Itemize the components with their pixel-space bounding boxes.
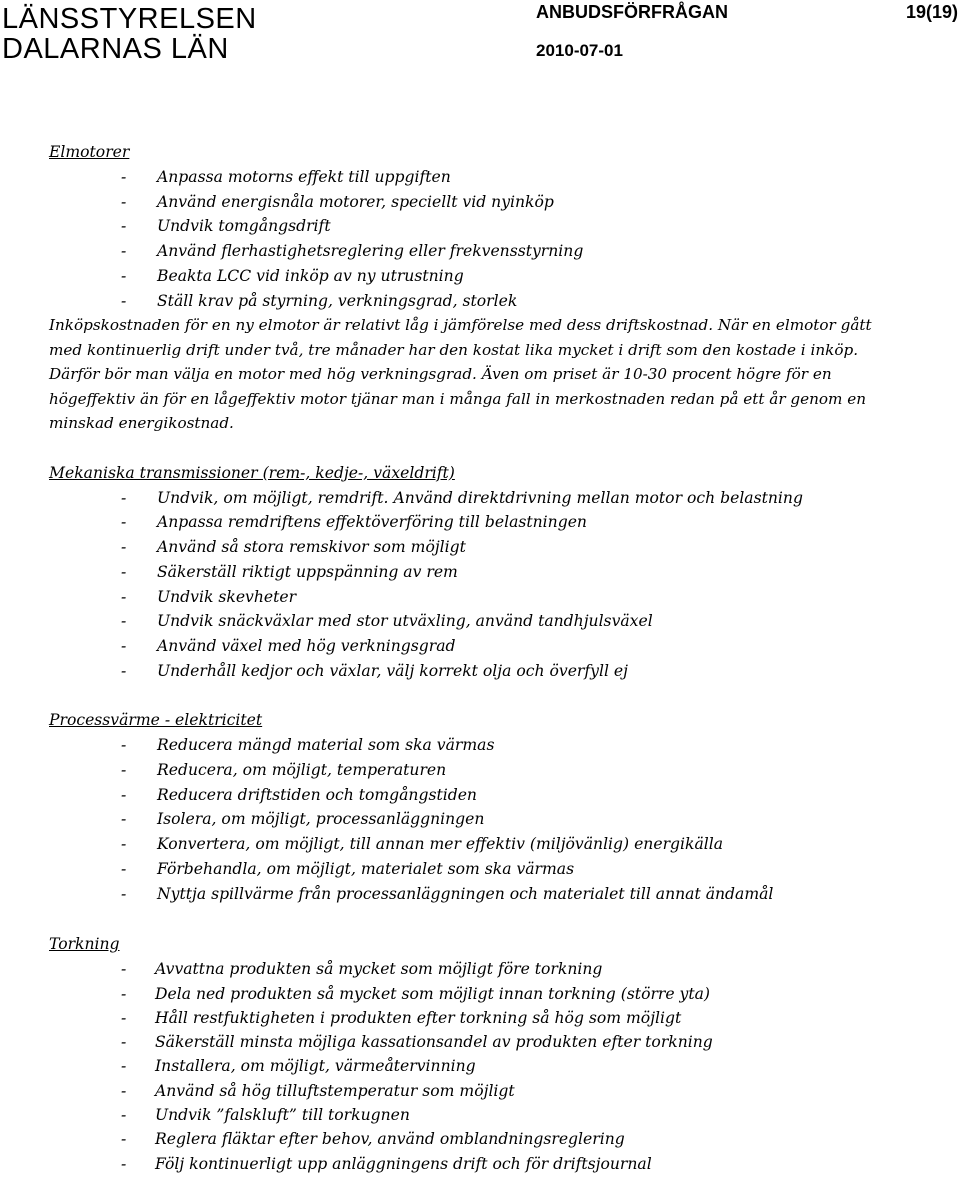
list-item-text: Konvertera, om möjligt, till annan mer effektiv (miljövänlig) energikälla xyxy=(157,835,724,854)
document-type: ANBUDSFÖRFRÅGAN xyxy=(536,2,728,22)
section-torkning xyxy=(49,932,954,1176)
list-item-text: Undvik tomgångsdrift xyxy=(157,217,331,236)
page-number: 19(19) xyxy=(905,2,958,22)
bullet-dash: - xyxy=(121,810,127,829)
list-item xyxy=(49,165,954,190)
section-mekaniska-transmissioner xyxy=(49,461,954,684)
section-spacer xyxy=(49,436,954,461)
paragraph-line: med kontinuerlig drift under två, tre månader har den kostat lika mycket i drift som den kostade i inköp. xyxy=(49,340,859,359)
logo-line-1: LÄNSSTYRELSEN xyxy=(2,3,257,35)
list-item-text: Nyttja spillvärme från processanläggningen och materialet till annat ändamål xyxy=(157,884,774,903)
section-heading: Mekaniska transmissioner (rem-, kedje-, växeldrift) xyxy=(49,463,455,482)
bullet-dash: - xyxy=(121,960,127,979)
list-item xyxy=(49,289,954,314)
bullet-dash: - xyxy=(121,636,127,655)
bullet-dash: - xyxy=(121,587,127,606)
list-item xyxy=(49,957,954,981)
list-item xyxy=(49,560,954,585)
list-item-text: Använd energisnåla motorer, speciellt vid nyinköp xyxy=(157,192,554,211)
list-item xyxy=(49,807,954,832)
list-item-text: Undvik skevheter xyxy=(157,587,297,606)
bullet-dash: - xyxy=(121,612,127,631)
section-heading: Elmotorer xyxy=(49,143,130,161)
list-item-text: Reducera, om möjligt, temperaturen xyxy=(157,761,447,780)
bullet-dash: - xyxy=(121,1008,127,1027)
list-item-text: Installera, om möjligt, värmeåtervinning xyxy=(155,1057,476,1076)
paragraph-line: minskad energikostnad. xyxy=(49,414,234,433)
bullet-dash: - xyxy=(121,266,127,285)
bullet-dash: - xyxy=(121,1130,127,1149)
paragraph-line: Därför bör man välja en motor med hög verkningsgrad. Även om priset är 10-30 procent högre för en xyxy=(49,365,832,384)
list-item-text: Reglera fläktar efter behov, använd omblandningsreglering xyxy=(155,1130,625,1149)
list-item xyxy=(49,783,954,808)
section-spacer xyxy=(49,906,954,932)
list-item-text: Beakta LCC vid inköp av ny utrustning xyxy=(157,266,464,285)
bullet-dash: - xyxy=(121,242,127,261)
bullet-dash: - xyxy=(121,761,127,780)
list-item xyxy=(49,659,954,684)
document-body xyxy=(49,140,954,1176)
list-item-text: Avvattna produkten så mycket som möjligt före torkning xyxy=(155,960,603,979)
list-item xyxy=(49,857,954,882)
bullet-dash: - xyxy=(121,1154,127,1173)
section-spacer xyxy=(49,683,954,708)
list-item-text: Använd så hög tilluftstemperatur som möjligt xyxy=(155,1081,515,1100)
section-elmotorer xyxy=(49,140,954,436)
section-processvarme xyxy=(49,708,954,906)
list-item xyxy=(49,510,954,535)
bullet-dash: - xyxy=(121,168,127,186)
list-item xyxy=(49,190,954,215)
list-item-text: Undvik ”falskluft” till torkugnen xyxy=(155,1106,410,1125)
list-item xyxy=(49,634,954,659)
list-item-text: Reducera driftstiden och tomgångstiden xyxy=(157,785,477,804)
list-item xyxy=(49,1079,954,1103)
bullet-dash: - xyxy=(121,1081,127,1100)
bullet-dash: - xyxy=(121,217,127,236)
list-item xyxy=(49,758,954,783)
list-item xyxy=(49,239,954,264)
bullet-dash: - xyxy=(121,291,127,310)
document-date: 2010-07-01 xyxy=(536,41,623,60)
bullet-dash: - xyxy=(121,661,127,680)
list-item xyxy=(49,1103,954,1127)
list-item xyxy=(49,1054,954,1078)
elmotorer-paragraph xyxy=(49,313,954,436)
list-item xyxy=(49,1127,954,1151)
list-item-text: Följ kontinuerligt upp anläggningens drift och för driftsjournal xyxy=(155,1154,652,1173)
list-item xyxy=(49,982,954,1006)
list-item-text: Undvik snäckväxlar med stor utväxling, använd tandhjulsväxel xyxy=(157,612,653,631)
bullet-dash: - xyxy=(121,192,127,211)
logo-line-2: DALARNAS LÄN xyxy=(2,33,229,65)
bullet-dash: - xyxy=(121,884,127,903)
bullet-dash: - xyxy=(121,1033,127,1052)
lansstyrelsen-logo xyxy=(2,4,257,64)
list-item-text: Undvik, om möjligt, remdrift. Använd direktdrivning mellan motor och belastning xyxy=(157,488,803,507)
list-item-text: Använd så stora remskivor som möjligt xyxy=(157,538,466,557)
list-item xyxy=(49,882,954,907)
list-item xyxy=(49,1030,954,1054)
bullet-dash: - xyxy=(121,562,127,581)
bullet-list xyxy=(49,733,954,906)
bullet-dash: - xyxy=(121,1106,127,1125)
list-item xyxy=(49,264,954,289)
list-item xyxy=(49,1006,954,1030)
list-item-text: Anpassa remdriftens effektöverföring till belastningen xyxy=(157,513,587,532)
list-item-text: Håll restfuktigheten i produkten efter torkning så hög som möjligt xyxy=(155,1008,682,1027)
section-heading: Torkning xyxy=(49,935,120,954)
list-item xyxy=(49,214,954,239)
list-item-text: Anpassa motorns effekt till uppgiften xyxy=(157,168,451,186)
list-item xyxy=(49,609,954,634)
list-item xyxy=(49,832,954,857)
bullet-dash: - xyxy=(121,859,127,878)
list-item-text: Underhåll kedjor och växlar, välj korrekt olja och överfyll ej xyxy=(157,661,628,680)
bullet-dash: - xyxy=(121,736,127,755)
bullet-dash: - xyxy=(121,488,127,507)
bullet-list xyxy=(49,957,954,1176)
bullet-dash: - xyxy=(121,513,127,532)
paragraph-line: Inköpskostnaden för en ny elmotor är relativt låg i jämförelse med dess driftskostnad. När en elmotor gått xyxy=(49,316,872,335)
list-item xyxy=(49,535,954,560)
list-item xyxy=(49,1152,954,1176)
bullet-dash: - xyxy=(121,785,127,804)
bullet-dash: - xyxy=(121,835,127,854)
list-item-text: Säkerställ minsta möjliga kassationsandel av produkten efter torkning xyxy=(155,1033,713,1052)
list-item-text: Ställ krav på styrning, verkningsgrad, storlek xyxy=(157,291,518,310)
list-item-text: Förbehandla, om möjligt, materialet som ska värmas xyxy=(157,859,575,878)
list-item xyxy=(49,733,954,758)
bullet-dash: - xyxy=(121,1057,127,1076)
list-item xyxy=(49,585,954,610)
bullet-list xyxy=(49,486,954,684)
list-item-text: Använd flerhastighetsreglering eller frekvensstyrning xyxy=(157,242,584,261)
section-heading: Processvärme - elektricitet xyxy=(49,711,263,730)
list-item-text: Säkerställ riktigt uppspänning av rem xyxy=(157,562,458,581)
paragraph-line: högeffektiv än för en lågeffektiv motor tjänar man i många fall in merkostnaden redan på ett år genom en xyxy=(49,389,867,408)
list-item-text: Dela ned produkten så mycket som möjligt innan torkning (större yta) xyxy=(155,984,711,1003)
list-item xyxy=(49,486,954,511)
bullet-dash: - xyxy=(121,538,127,557)
bullet-dash: - xyxy=(121,984,127,1003)
list-item-text: Använd växel med hög verkningsgrad xyxy=(157,636,456,655)
list-item-text: Reducera mängd material som ska värmas xyxy=(157,736,495,755)
bullet-list xyxy=(49,165,954,313)
list-item-text: Isolera, om möjligt, processanläggningen xyxy=(157,810,485,829)
